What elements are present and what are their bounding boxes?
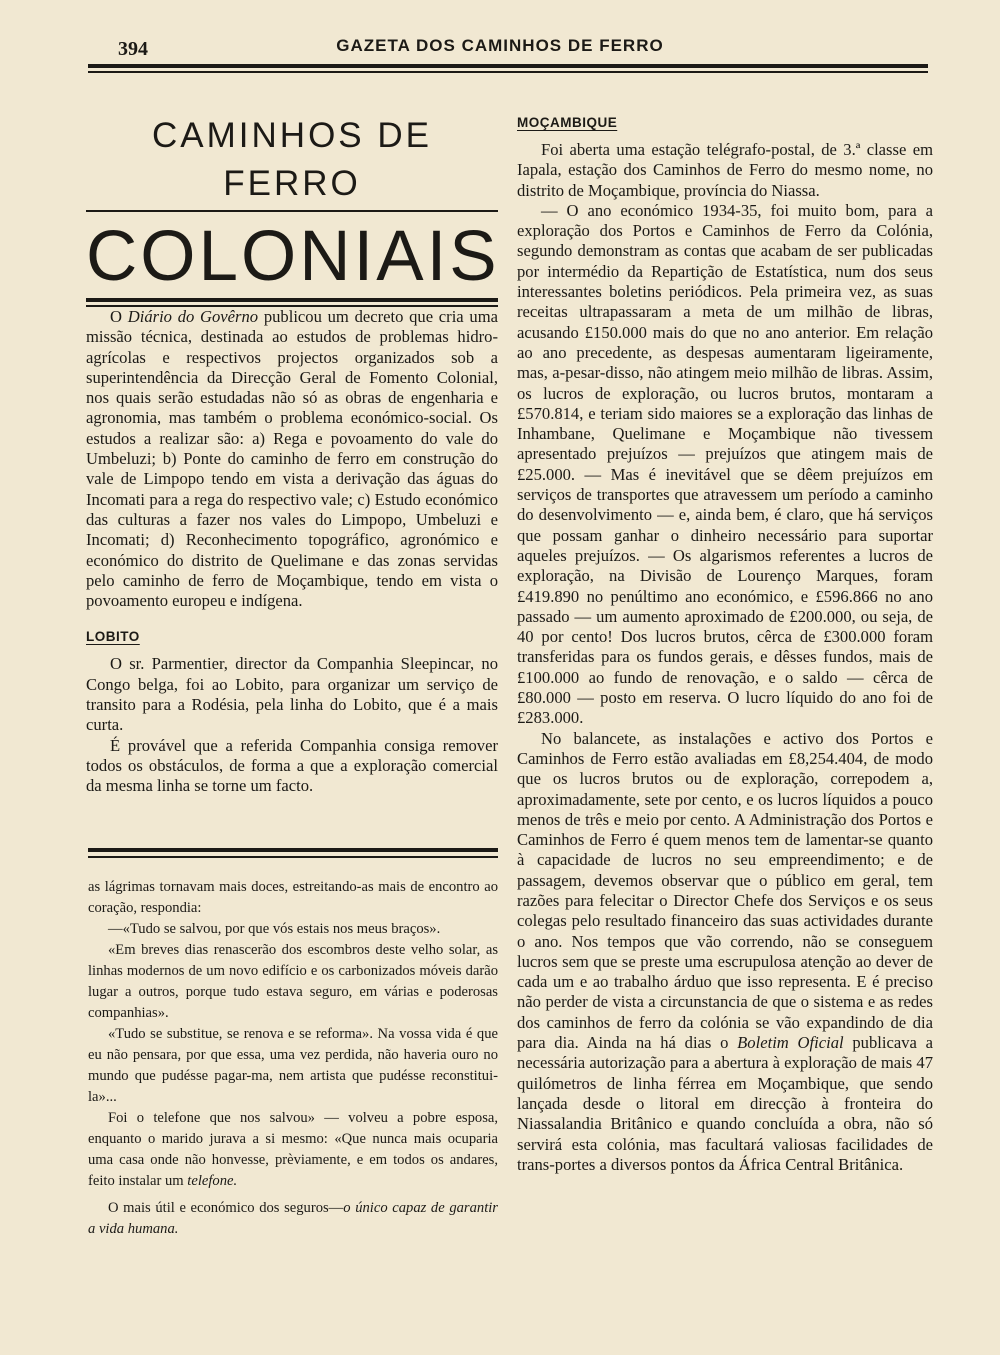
intro-paragraph bbox=[86, 307, 498, 611]
title-rule-thick bbox=[86, 298, 498, 302]
story-paragraph: as lágrimas tornavam mais doces, estreitando-as mais de encontro ao coração, respondia: bbox=[88, 879, 498, 916]
story-paragraph: «Tudo se substitue, se renova e se reforma». Na vossa vida é que eu não pensara, por que essa, uma vez perdida, não haveria ouro no mundo que pudésse pagar-ma, nem artista que pudésse reconstitui-la»... bbox=[88, 1026, 498, 1105]
journal-title: GAZETA DOS CAMINHOS DE FERRO bbox=[336, 36, 664, 55]
story-paragraph bbox=[88, 1108, 498, 1192]
left-column bbox=[86, 112, 498, 797]
intro-text: publicou um decreto que cria uma missão técnica, destinada ao estudos de problemas hidro-agrícolas e respectivos projectos organizados sob a superintendência da Direcção Geral de Fomento Colonial, nos quais serão estudadas não só as obras de engenharia e agronomia, mas também o problema económico-social. Os estudos a realizar são: a) Rega e povoamento do vale do Umbeluzi; b) Ponte do caminho de ferro em construção do vale de Limpopo tendo em vista a derivação das águas do Incomati para a rega do respectivo vale; c) Estudo económico das culturas a fazer nos vales do Limpopo, Umbeluzi e Incomati; d) Reconhecimento topográfico, agronómico e económico do distrito de Quelimane e das zonas servidas pelo caminho de ferro de Moçambique, tendo em vista o povoamento europeu e indígena. bbox=[86, 307, 498, 611]
section-heading-mocambique: MOÇAMBIQUE bbox=[517, 115, 618, 130]
publication-name: Boletim Oficial bbox=[737, 1033, 844, 1053]
title-rule bbox=[86, 210, 498, 212]
divider-rule bbox=[88, 848, 498, 852]
story-paragraph: —«Tudo se salvou, por que vós estais nos meus braços». bbox=[108, 921, 441, 937]
right-column bbox=[517, 115, 933, 1175]
closing-lead: O mais útil e económico dos seguros— bbox=[108, 1200, 344, 1216]
mocambique-paragraph bbox=[517, 729, 933, 1176]
divider-rule-thin bbox=[88, 856, 498, 858]
story-fragment bbox=[88, 877, 498, 1240]
mocambique-text: publicava a necessária autorização para a abertura à exploração de mais 47 quilómetros de linha férrea em Moçambique, que sendo lançada desde o litoral em direcção à fronteira do Niassalandia Britânico e quando concluída a obra, não só servirá esta colónia, mas facultará valiosas facilidades de trans-portes a diversos pontos da África Central Britânica. bbox=[517, 1033, 933, 1174]
header-rule-thin bbox=[88, 71, 928, 73]
lobito-paragraph: O sr. Parmentier, director da Companhia Sleepincar, no Congo belga, foi ao Lobito, para organizar um serviço de transito para a Rodésia, pela linha do Lobito, que é a mais curta. bbox=[86, 654, 498, 735]
article-title-main: COLONIAIS bbox=[86, 217, 500, 296]
page-number: 394 bbox=[118, 38, 148, 60]
story-closing bbox=[88, 1198, 498, 1240]
mocambique-text: No balancete, as instalações e activo dos Portos e Caminhos de Ferro estão avaliadas em £8,254.404, de modo que os lucros brutos ou de exploração, correpodem a, aproximadamente, sete por cento, e os lucros líquidos a pouco menos de três e meio por cento. A Administração dos Portos e Caminhos de Ferro é quem menos tem de lamentar-se quanto à capacidade de lucros no seu empreendimento; e de passagem, devemos observar que o público em geral, tem razões para felecitar o Director Chefe dos Serviços e os seus colegas pelo resultado financeiro das suas actividades durante o ano. Nos tempos que vão correndo, não se conseguem lucros sem que se preste uma escrupulosa atenção ao dever de cada um e ao trabalho árduo que isso representa. E é preciso não perder de vista a circunstancia de que o sistema e as redes dos caminhos de ferro da colónia se vão expandindo de dia para dia. Ainda na há dias o bbox=[517, 728, 933, 1053]
closing-italic: o único capaz de garantir a vida humana. bbox=[88, 1200, 498, 1237]
intro-lead: O bbox=[110, 307, 128, 326]
lobito-paragraph: É provável que a referida Companhia consiga remover todos os obstáculos, de forma a que a exploração comercial da mesma linha se torne um facto. bbox=[86, 735, 498, 796]
mocambique-paragraph: Foi aberta uma estação telégrafo-postal, de 3.ª classe em Iapala, estação dos Caminhos de Ferro do mesmo nome, no distrito de Moçambique, província do Niassa. bbox=[517, 140, 933, 200]
source-name: Diário do Govêrno bbox=[127, 307, 259, 326]
story-emphasis: telefone. bbox=[187, 1173, 238, 1189]
header-rule bbox=[88, 64, 928, 68]
story-paragraph: «Em breves dias renascerão dos escombros deste velho solar, as linhas modernos de um novo edifício e os carbonizados móveis darão lugar a outros, porque tudo estava seguro, em várias e poderosas companhias». bbox=[88, 942, 498, 1021]
section-heading-lobito: LOBITO bbox=[86, 629, 140, 645]
article-title-top: CAMINHOS DE FERRO bbox=[152, 116, 432, 203]
mocambique-paragraph: — O ano económico 1934-35, foi muito bom, para a exploração dos Portos e Caminhos de Ferro da Colónia, segundo demonstram as contas que acabam de ser publicadas por intermédio da Repartição de Estatística, num dos seus interessantes boletins periódicos. Pela primeira vez, as suas receitas ultrapassaram a meta de um milhão de libras, acusando £150.000 mais do que no ano anterior. Em relação ao ano precedente, as despesas aumentaram ligeiramente, mas, a-pesar-disso, não atingem meio milhão de libras. Assim, os lucros de exploração, ou lucros brutos, montaram a £570.814, e teriam sido maiores se a exploração das linhas de Inhambane, Quelimane e Moçambique não tivessem apresentado prejuízos — prejuízos que atingem mais de £25.000. — Mas é inevitável que se dêem prejuízos em serviços de transportes que atravessem um período a caminho do desenvolvimento — e, ainda bem, é claro, que há serviços que possam ganhar o dinheiro necessário para suportar aqueles prejuízos. — Os algarismos referentes a lucros de exploração, na Divisão de Lourenço Marques, foram £419.890 no penúltimo ano económico, e £596.866 no ano passado — um aumento aproximado de £200.000, ou seja, de 40 por cento! Dos lucros brutos, cêrca de £300.000 foram transferidas para os fundos gerais, e dêsses fundos, mais de £100.000 ao fundo de renovação, e o saldo — cêrca de £80.000 — posto em reserva. O lucro líquido do ano foi de £283.000. bbox=[517, 200, 933, 728]
story-text: Foi o telefone que nos salvou» — volveu a pobre esposa, enquanto o marido jurava a si mesmo: «Que nunca mais ocuparia uma casa onde não honvesse, prèviamente, e em todos os andares, feito instalar um bbox=[88, 1110, 498, 1189]
